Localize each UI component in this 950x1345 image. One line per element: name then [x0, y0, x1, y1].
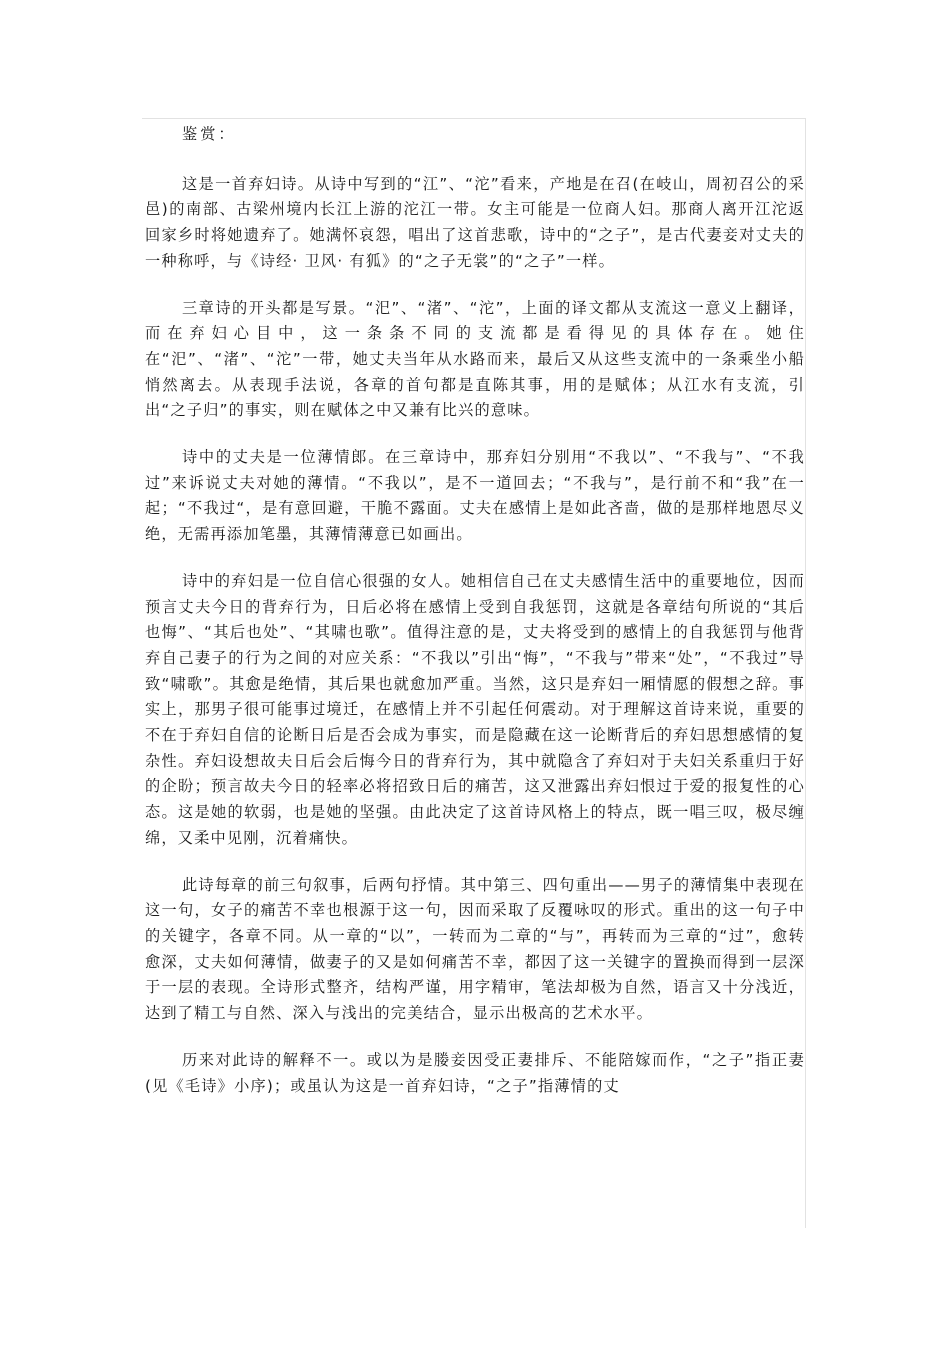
section-heading: 鉴赏：: [182, 125, 237, 143]
paragraph-2: 三章诗的开头都是写景。“汜”、“渚”、“沱”，上面的译文都从支流这一意义上翻译，而在弃妇心目中，这一条条不同的支流都是看得见的具体存在。她住在“汜”、“渚”、“沱”一带，她丈夫当年从水路而来，最后又从这些支流中的一条乘坐小船悄然离去。从表现手法说，各章的首句都是直陈其事，用的是赋体；从江水有支流，引出“之子归”的事实，则在赋体之中又兼有比兴的意味。: [145, 298, 805, 420]
paragraph-5: 此诗每章的前三句叙事，后两句抒情。其中第三、四句重出——男子的薄情集中表现在这一句，女子的痛苦不幸也根源于这一句，因而采取了反覆咏叹的形式。重出的这一句子中的关键字，各章不同。从一章的“以”，一转而为二章的“与”，再转而为三章的“过”，愈转愈深，丈夫如何薄情，做妻子的又是如何痛苦不幸，都因了这一关键字的置换而得到一层深于一层的表现。全诗形式整齐，结构严谨，用字精审，笔法却极为自然，语言又十分浅近，达到了精工与自然、深入与浅出的完美结合，显示出极高的艺术水平。: [145, 875, 805, 1023]
document-body: [145, 122, 805, 1120]
paragraph-6: 历来对此诗的解释不一。或以为是媵妾因受正妻排斥、不能陪嫁而作，“之子”指正妻(见《毛诗》小序)；或虽认为这是一首弃妇诗，“之子”指薄情的丈: [145, 1050, 805, 1095]
paragraph-1: 这是一首弃妇诗。从诗中写到的“江”、“沱”看来，产地是在召(在岐山，周初召公的采邑)的南部、古梁州境内长江上游的沱江一带。女主可能是一位商人妇。那商人离开江沱返回家乡时将她遗弃了。她满怀哀怨，唱出了这首悲歌，诗中的“之子”，是古代妻妾对丈夫的一种称呼，与《诗经· 卫风· 有狐》的“之子无裳”的“之子”一样。: [145, 174, 805, 270]
paragraph-4: 诗中的弃妇是一位自信心很强的女人。她相信自己在丈夫感情生活中的重要地位，因而预言丈夫今日的背弃行为，日后必将在感情上受到自我惩罚，这就是各章结句所说的“其后也悔”、“其后也处”、“其啸也歌”。值得注意的是，丈夫将受到的感情上的自我惩罚与他背弃自己妻子的行为之间的对应关系：“不我以”引出“悔”，“不我与”带来“处”，“不我过”导致“啸歌”。其愈是绝情，其后果也就愈加严重。当然，这只是弃妇一厢情愿的假想之辞。事实上，那男子很可能事过境迁，在感情上并不引起任何震动。对于理解这首诗来说，重要的不在于弃妇自信的论断日后是否会成为事实，而是隐藏在这一论断背后的弃妇思想感情的复杂性。弃妇设想故夫日后会后悔今日的背弃行为，其中就隐含了弃妇对于夫妇关系重归于好的企盼；预言故夫今日的轻率必将招致日后的痛苦，这又泄露出弃妇恨过于爱的报复性的心态。这是她的软弱，也是她的坚强。由此决定了这首诗风格上的特点，既一唱三叹，极尽缠绵，又柔中见刚，沉着痛快。: [145, 571, 805, 847]
paragraph-3: 诗中的丈夫是一位薄情郎。在三章诗中，那弃妇分别用“不我以”、“不我与”、“不我过”来诉说丈夫对她的薄情。“不我以”，是不一道回去；“不我与”，是行前不和“我”在一起；“不我过“，是有意回避，干脆不露面。丈夫在感情上是如此吝啬，做的是那样地恩尽义绝，无需再添加笔墨，其薄情薄意已如画出。: [145, 448, 805, 544]
